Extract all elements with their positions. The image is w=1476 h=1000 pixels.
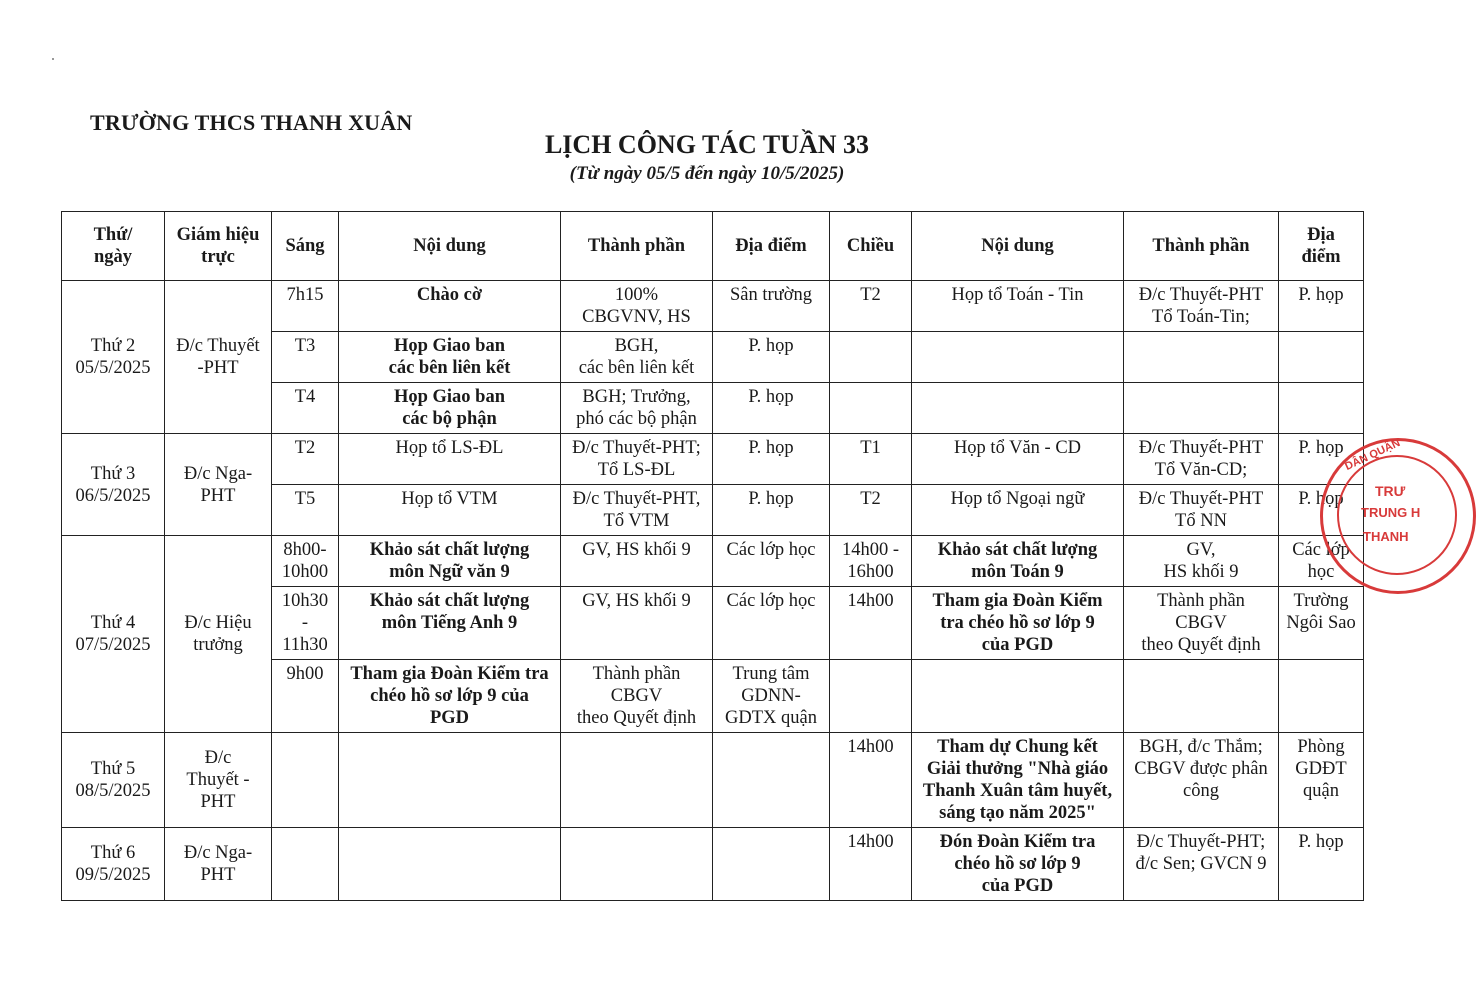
afternoon-content-cell (912, 332, 1124, 383)
duty-cell: Đ/c Thuyết -PHT (165, 281, 272, 434)
morning-time-cell: 8h00- 10h00 (272, 536, 339, 587)
afternoon-place-cell: P. họp (1279, 281, 1364, 332)
morning-place-cell (713, 733, 830, 828)
header-afternoon-place: Địa điểm (1279, 212, 1364, 281)
morning-content-cell (339, 733, 561, 828)
school-name: TRƯỜNG THCS THANH XUÂN (90, 110, 413, 135)
day-cell: Thứ 4 07/5/2025 (62, 536, 165, 733)
afternoon-time-cell: 14h00 (830, 733, 912, 828)
morning-time-cell: T4 (272, 383, 339, 434)
afternoon-place-cell (1279, 332, 1364, 383)
afternoon-time-cell: 14h00 - 16h00 (830, 536, 912, 587)
seal-text-3: TRUNG H (1361, 505, 1421, 520)
day-cell: Thứ 3 06/5/2025 (62, 434, 165, 536)
header-day: Thứ/ ngày (62, 212, 165, 281)
afternoon-time-cell (830, 660, 912, 733)
afternoon-time-cell (830, 332, 912, 383)
day-cell: Thứ 5 08/5/2025 (62, 733, 165, 828)
afternoon-members-cell: Thành phần CBGV theo Quyết định (1124, 587, 1279, 660)
afternoon-time-cell: 14h00 (830, 828, 912, 901)
morning-content-cell: Chào cờ (339, 281, 561, 332)
duty-cell: Đ/c Hiệu trưởng (165, 536, 272, 733)
morning-content-cell: Khảo sát chất lượng môn Ngữ văn 9 (339, 536, 561, 587)
morning-members-cell (561, 733, 713, 828)
afternoon-content-cell: Khảo sát chất lượng môn Toán 9 (912, 536, 1124, 587)
morning-members-cell: GV, HS khối 9 (561, 536, 713, 587)
afternoon-place-cell: Các lớp học (1279, 536, 1364, 587)
afternoon-content-cell: Họp tổ Toán - Tin (912, 281, 1124, 332)
morning-content-cell: Họp tổ VTM (339, 485, 561, 536)
morning-time-cell: 9h00 (272, 660, 339, 733)
morning-time-cell (272, 828, 339, 901)
morning-time-cell: T3 (272, 332, 339, 383)
morning-place-cell: P. họp (713, 485, 830, 536)
morning-members-cell: BGH; Trưởng, phó các bộ phận (561, 383, 713, 434)
afternoon-time-cell: T2 (830, 281, 912, 332)
morning-place-cell: P. họp (713, 332, 830, 383)
schedule-body (62, 281, 1364, 901)
header-afternoon-content: Nội dung (912, 212, 1124, 281)
afternoon-place-cell: Phòng GDĐT quận (1279, 733, 1364, 828)
morning-members-cell: Đ/c Thuyết-PHT; Tổ LS-ĐL (561, 434, 713, 485)
afternoon-time-cell: 14h00 (830, 587, 912, 660)
duty-cell: Đ/c Thuyết - PHT (165, 733, 272, 828)
table-header-row (62, 212, 1364, 281)
afternoon-place-cell: P. họp (1279, 485, 1364, 536)
afternoon-content-cell: Họp tổ Văn - CD (912, 434, 1124, 485)
header-morning-members: Thành phần (561, 212, 713, 281)
afternoon-members-cell: Đ/c Thuyết-PHT; đ/c Sen; GVCN 9 (1124, 828, 1279, 901)
table-row (62, 733, 1364, 828)
morning-place-cell: P. họp (713, 383, 830, 434)
afternoon-members-cell: GV, HS khối 9 (1124, 536, 1279, 587)
afternoon-place-cell (1279, 660, 1364, 733)
seal-text-2: TRƯ (1375, 483, 1406, 499)
afternoon-place-cell (1279, 383, 1364, 434)
official-seal (1320, 438, 1476, 594)
afternoon-members-cell: BGH, đ/c Thắm; CBGV được phân công (1124, 733, 1279, 828)
afternoon-members-cell: Đ/c Thuyết-PHT Tổ NN (1124, 485, 1279, 536)
schedule-table (61, 211, 1364, 901)
morning-time-cell: T5 (272, 485, 339, 536)
header-duty: Giám hiệu trực (165, 212, 272, 281)
afternoon-members-cell: Đ/c Thuyết-PHT Tổ Văn-CD; (1124, 434, 1279, 485)
page-title: LỊCH CÔNG TÁC TUẦN 33 (544, 130, 870, 159)
morning-members-cell: Thành phần CBGV theo Quyết định (561, 660, 713, 733)
morning-place-cell: Trung tâm GDNN- GDTX quận (713, 660, 830, 733)
afternoon-content-cell: Họp tổ Ngoại ngữ (912, 485, 1124, 536)
morning-place-cell (713, 828, 830, 901)
morning-place-cell: Sân trường (713, 281, 830, 332)
seal-text-top: DÂN QUẬN (1343, 437, 1403, 473)
morning-members-cell (561, 828, 713, 901)
afternoon-time-cell: T1 (830, 434, 912, 485)
morning-members-cell: BGH, các bên liên kết (561, 332, 713, 383)
afternoon-content-cell: Đón Đoàn Kiểm tra chéo hồ sơ lớp 9 của PGD (912, 828, 1124, 901)
table-row (62, 281, 1364, 332)
day-cell: Thứ 2 05/5/2025 (62, 281, 165, 434)
morning-content-cell: Khảo sát chất lượng môn Tiếng Anh 9 (339, 587, 561, 660)
morning-place-cell: Các lớp học (713, 536, 830, 587)
afternoon-time-cell: T2 (830, 485, 912, 536)
morning-content-cell: Họp tổ LS-ĐL (339, 434, 561, 485)
afternoon-time-cell (830, 383, 912, 434)
seal-text-4: THANH (1363, 529, 1409, 544)
afternoon-members-cell: Đ/c Thuyết-PHT Tổ Toán-Tin; (1124, 281, 1279, 332)
day-cell: Thứ 6 09/5/2025 (62, 828, 165, 901)
header-morning-content: Nội dung (339, 212, 561, 281)
table-row (62, 434, 1364, 485)
morning-content-cell (339, 828, 561, 901)
morning-members-cell: Đ/c Thuyết-PHT, Tổ VTM (561, 485, 713, 536)
header-morning: Sáng (272, 212, 339, 281)
morning-time-cell: 7h15 (272, 281, 339, 332)
morning-place-cell: Các lớp học (713, 587, 830, 660)
duty-cell: Đ/c Nga- PHT (165, 828, 272, 901)
morning-content-cell: Tham gia Đoàn Kiểm tra chéo hồ sơ lớp 9 của PGD (339, 660, 561, 733)
afternoon-place-cell: Trường Ngôi Sao (1279, 587, 1364, 660)
morning-time-cell (272, 733, 339, 828)
header-afternoon-members: Thành phần (1124, 212, 1279, 281)
afternoon-content-cell: Tham gia Đoàn Kiểm tra chéo hồ sơ lớp 9 của PGD (912, 587, 1124, 660)
date-range: (Từ ngày 05/5 đến ngày 10/5/2025) (569, 163, 845, 184)
morning-time-cell: T2 (272, 434, 339, 485)
morning-place-cell: P. họp (713, 434, 830, 485)
afternoon-members-cell (1124, 660, 1279, 733)
afternoon-content-cell (912, 383, 1124, 434)
morning-time-cell: 10h30 - 11h30 (272, 587, 339, 660)
morning-content-cell: Họp Giao ban các bên liên kết (339, 332, 561, 383)
afternoon-content-cell (912, 660, 1124, 733)
afternoon-place-cell: P. họp (1279, 434, 1364, 485)
morning-members-cell: GV, HS khối 9 (561, 587, 713, 660)
duty-cell: Đ/c Nga- PHT (165, 434, 272, 536)
header-afternoon: Chiều (830, 212, 912, 281)
afternoon-members-cell (1124, 383, 1279, 434)
afternoon-place-cell: P. họp (1279, 828, 1364, 901)
afternoon-members-cell (1124, 332, 1279, 383)
table-row (62, 536, 1364, 587)
morning-content-cell: Họp Giao ban các bộ phận (339, 383, 561, 434)
header-morning-place: Địa điểm (713, 212, 830, 281)
morning-members-cell: 100% CBGVNV, HS (561, 281, 713, 332)
table-row (62, 828, 1364, 901)
scan-speck (52, 58, 54, 60)
afternoon-content-cell: Tham dự Chung kết Giải thưởng "Nhà giáo Thanh Xuân tâm huyết, sáng tạo năm 2025" (912, 733, 1124, 828)
